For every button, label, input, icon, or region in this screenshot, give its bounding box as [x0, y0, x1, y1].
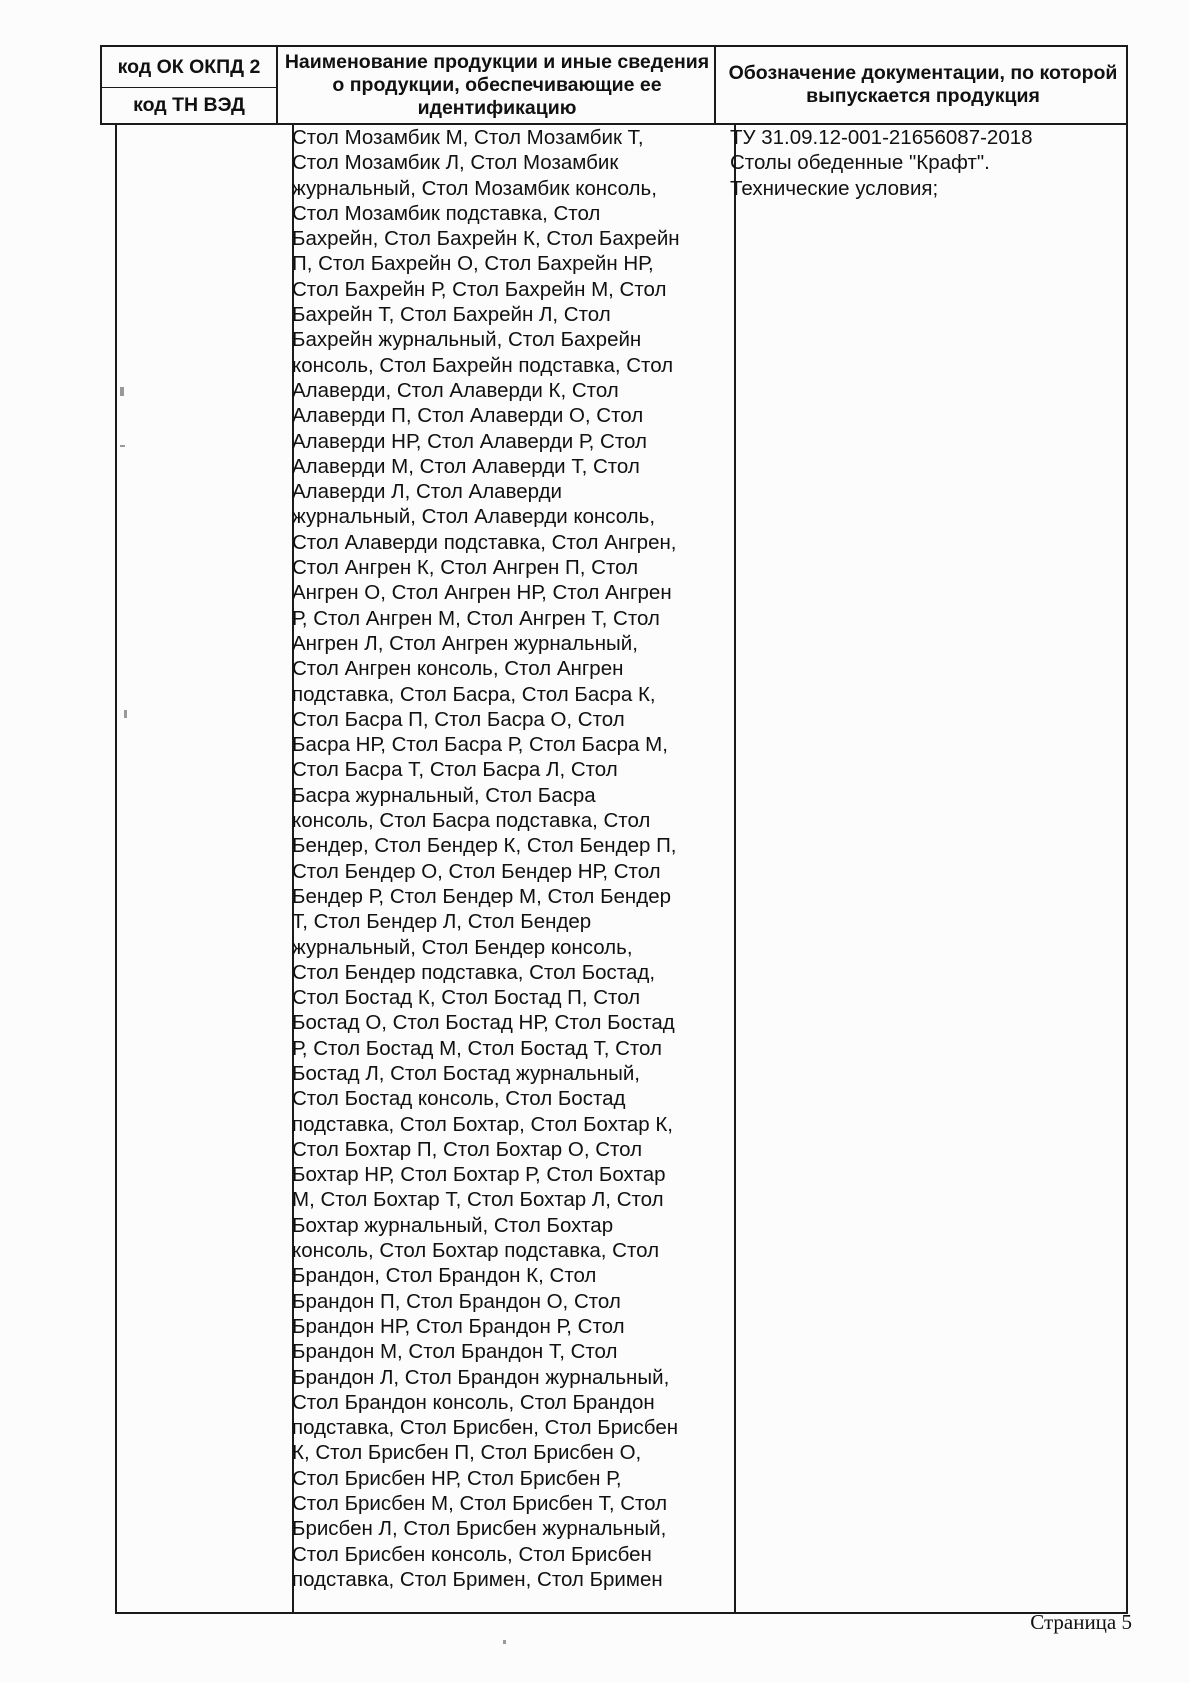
- product-line: Брандон Л, Стол Брандон журнальный,: [292, 1365, 670, 1389]
- header-okpd-code: код ОК ОКПД 2: [117, 55, 261, 78]
- column-divider-2: [714, 45, 716, 125]
- product-line: Алаверди П, Стол Алаверди О, Стол: [292, 404, 644, 428]
- table-bottom-border: [116, 1612, 1128, 1614]
- product-line: консоль, Стол Бахрейн подставка, Стол: [292, 353, 674, 377]
- product-line: Бахрейн Т, Стол Бахрейн Л, Стол: [292, 303, 611, 327]
- scan-speck: [503, 1640, 506, 1644]
- product-line: Брандон НР, Стол Брандон Р, Стол: [292, 1314, 625, 1338]
- product-line: Т, Стол Бендер Л, Стол Бендер: [292, 910, 592, 934]
- product-line: Алаверди, Стол Алаверди К, Стол: [292, 378, 619, 402]
- product-line: Бендер, Стол Бендер К, Стол Бендер П,: [292, 834, 677, 858]
- product-line: Ангрен Л, Стол Ангрен журнальный,: [292, 631, 638, 655]
- product-line: Стол Брандон консоль, Стол Брандон: [292, 1390, 655, 1414]
- header-documentation: Обозначение документации, по которой выпускается продукция: [728, 62, 1118, 107]
- scan-speck: [120, 387, 124, 396]
- product-line: Стол Бахрейн Р, Стол Бахрейн М, Стол: [292, 277, 667, 301]
- product-line: Бохтар журнальный, Стол Бохтар: [292, 1213, 614, 1237]
- product-line: подставка, Стол Басра, Стол Басра К,: [292, 682, 656, 706]
- product-line: Бендер Р, Стол Бендер М, Стол Бендер: [292, 884, 672, 908]
- product-line: Алаверди НР, Стол Алаверди Р, Стол: [292, 429, 647, 453]
- product-line: Стол Мозамбик подставка, Стол: [292, 201, 601, 225]
- column-divider-2-lower: [734, 123, 736, 1614]
- product-line: Стол Брисбен М, Стол Брисбен Т, Стол: [292, 1492, 668, 1516]
- product-line: Стол Бостад консоль, Стол Бостад: [292, 1087, 626, 1111]
- product-line: Басра НР, Стол Басра Р, Стол Басра М,: [292, 733, 668, 757]
- cell-product-list: [292, 125, 732, 1592]
- product-line: Стол Ангрен К, Стол Ангрен П, Стол: [292, 556, 639, 580]
- doc-line: Технические условия;: [730, 176, 939, 200]
- product-line: Брандон, Стол Брандон К, Стол: [292, 1264, 597, 1288]
- product-line: М, Стол Бохтар Т, Стол Бохтар Л, Стол: [292, 1188, 664, 1212]
- product-line: консоль, Стол Бохтар подставка, Стол: [292, 1239, 660, 1263]
- product-line: Бостад О, Стол Бостад НР, Стол Бостад: [292, 1011, 675, 1035]
- product-line: Стол Бендер подставка, Стол Бостад,: [292, 960, 656, 984]
- product-line: Бахрейн, Стол Бахрейн К, Стол Бахрейн: [292, 227, 680, 251]
- product-line: журнальный, Стол Бендер консоль,: [292, 935, 633, 959]
- product-line: Брисбен Л, Стол Брисбен журнальный,: [292, 1517, 667, 1541]
- scan-speck: [120, 445, 125, 447]
- product-line: Стол Брисбен консоль, Стол Брисбен: [292, 1542, 652, 1566]
- table-left-border-lower: [115, 123, 117, 1614]
- doc-line: Столы обеденные "Крафт".: [730, 151, 990, 175]
- product-line: Р, Стол Ангрен М, Стол Ангрен Т, Стол: [292, 606, 660, 630]
- scan-speck: [124, 710, 127, 718]
- table-right-border: [1126, 45, 1128, 1614]
- product-line: Стол Мозамбик М, Стол Мозамбик Т,: [292, 126, 644, 149]
- header-tnved-code: код ТН ВЭД: [133, 94, 245, 116]
- product-line: Стол Бохтар П, Стол Бохтар О, Стол: [292, 1137, 643, 1161]
- product-line: Стол Мозамбик Л, Стол Мозамбик: [292, 151, 619, 175]
- product-line: Брандон П, Стол Брандон О, Стол: [292, 1289, 621, 1313]
- product-line: Бостад Л, Стол Бостад журнальный,: [292, 1061, 640, 1085]
- header-product-name: Наименование продукции и иные сведения о продукции, обеспечивающие ее идентификацию: [284, 50, 710, 119]
- product-line: К, Стол Брисбен П, Стол Брисбен О,: [292, 1441, 642, 1465]
- product-line: Стол Басра П, Стол Басра О, Стол: [292, 707, 625, 731]
- product-line: Стол Бендер О, Стол Бендер НР, Стол: [292, 859, 661, 883]
- product-line: Р, Стол Бостад М, Стол Бостад Т, Стол: [292, 1036, 662, 1060]
- page-number: Страница 5: [1030, 1610, 1132, 1634]
- product-line: Стол Брисбен НР, Стол Брисбен Р,: [292, 1466, 622, 1490]
- product-line: П, Стол Бахрейн О, Стол Бахрейн НР,: [292, 252, 654, 276]
- column-divider-1: [276, 45, 278, 125]
- product-line: Стол Ангрен консоль, Стол Ангрен: [292, 657, 624, 681]
- product-line: консоль, Стол Басра подставка, Стол: [292, 809, 651, 833]
- product-line: Бахрейн журнальный, Стол Бахрейн: [292, 328, 642, 352]
- product-line: подставка, Стол Бохтар, Стол Бохтар К,: [292, 1112, 674, 1136]
- cell-documentation: [730, 125, 1120, 201]
- product-line: Стол Алаверди подставка, Стол Ангрен,: [292, 530, 677, 554]
- product-line: Басра журнальный, Стол Басра: [292, 783, 596, 807]
- product-line: подставка, Стол Бримен, Стол Бримен: [292, 1567, 663, 1591]
- product-line: Стол Бостад К, Стол Бостад П, Стол: [292, 986, 641, 1010]
- product-line: Ангрен О, Стол Ангрен НР, Стол Ангрен: [292, 581, 672, 605]
- product-line: Алаверди Л, Стол Алаверди: [292, 480, 562, 504]
- product-line: журнальный, Стол Алаверди консоль,: [292, 505, 656, 529]
- doc-line: ТУ 31.09.12-001-21656087-2018: [730, 126, 1033, 149]
- product-line: Брандон М, Стол Брандон Т, Стол: [292, 1340, 618, 1364]
- product-line: Алаверди М, Стол Алаверди Т, Стол: [292, 454, 640, 478]
- product-line: подставка, Стол Брисбен, Стол Брисбен: [292, 1416, 679, 1440]
- product-line: Стол Басра Т, Стол Басра Л, Стол: [292, 758, 618, 782]
- product-line: Бохтар НР, Стол Бохтар Р, Стол Бохтар: [292, 1163, 666, 1187]
- product-line: журнальный, Стол Мозамбик консоль,: [292, 176, 657, 200]
